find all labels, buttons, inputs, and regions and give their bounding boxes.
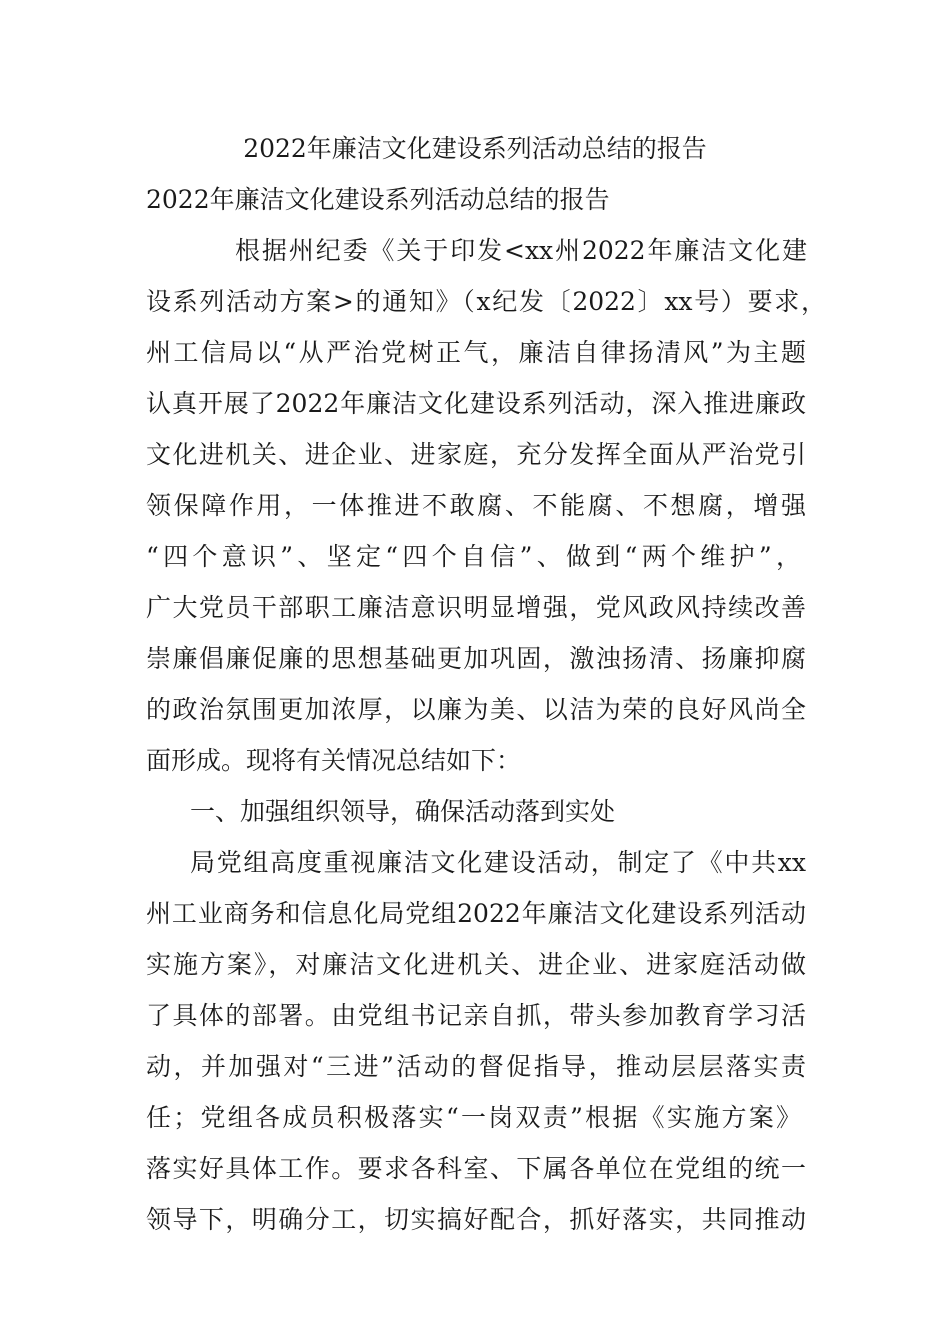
paragraph-line: 动，并加强对“三进”活动的督促指导，推动层层落实责: [146, 1052, 806, 1081]
paragraph-line: 任；党组各成员积极落实“一岗双责”根据《实施方案》: [146, 1103, 801, 1132]
paragraph-line: 落实好具体工作。要求各科室、下属各单位在党组的统一: [146, 1154, 806, 1183]
document-title: 2022年廉洁文化建设系列活动总结的报告: [243, 134, 707, 163]
document-subtitle: 2022年廉洁文化建设系列活动总结的报告: [146, 185, 610, 214]
section-heading: 一、加强组织领导，确保活动落到实处: [190, 797, 616, 826]
paragraph-line: “四个意识”、坚定“四个自信”、做到“两个维护”，: [146, 542, 801, 571]
paragraph-line: 州工业商务和信息化局党组2022年廉洁文化建设系列活动: [146, 899, 806, 928]
paragraph-line: 的政治氛围更加浓厚，以廉为美、以洁为荣的良好风尚全: [146, 695, 806, 724]
paragraph-line: 领保障作用，一体推进不敢腐、不能腐、不想腐，增强: [146, 491, 806, 520]
paragraph-line: 面形成。现将有关情况总结如下：: [146, 746, 522, 775]
paragraph-line: 设系列活动方案>的通知》（x纪发〔2022〕xx号）要求，: [146, 287, 826, 316]
paragraph-line: 领导下，明确分工，切实搞好配合，抓好落实，共同推动: [146, 1205, 806, 1234]
paragraph-line: 根据州纪委《关于印发<xx州2022年廉洁文化建: [235, 236, 807, 265]
paragraph-line: 实施方案》，对廉洁文化进机关、进企业、进家庭活动做: [146, 950, 806, 979]
paragraph-line: 局党组高度重视廉洁文化建设活动，制定了《中共xx: [190, 848, 806, 877]
paragraph-line: 广大党员干部职工廉洁意识明显增强，党风政风持续改善: [146, 593, 806, 622]
paragraph-line: 崇廉倡廉促廉的思想基础更加巩固，激浊扬清、扬廉抑腐: [146, 644, 806, 673]
paragraph-line: 了具体的部署。由党组书记亲自抓，带头参加教育学习活: [146, 1001, 806, 1030]
paragraph-line: 州工信局以“从严治党树正气，廉洁自律扬清风”为主题: [146, 338, 806, 367]
paragraph-line: 认真开展了2022年廉洁文化建设系列活动，深入推进廉政: [146, 389, 806, 418]
paragraph-line: 文化进机关、进企业、进家庭，充分发挥全面从严治党引: [146, 440, 806, 469]
